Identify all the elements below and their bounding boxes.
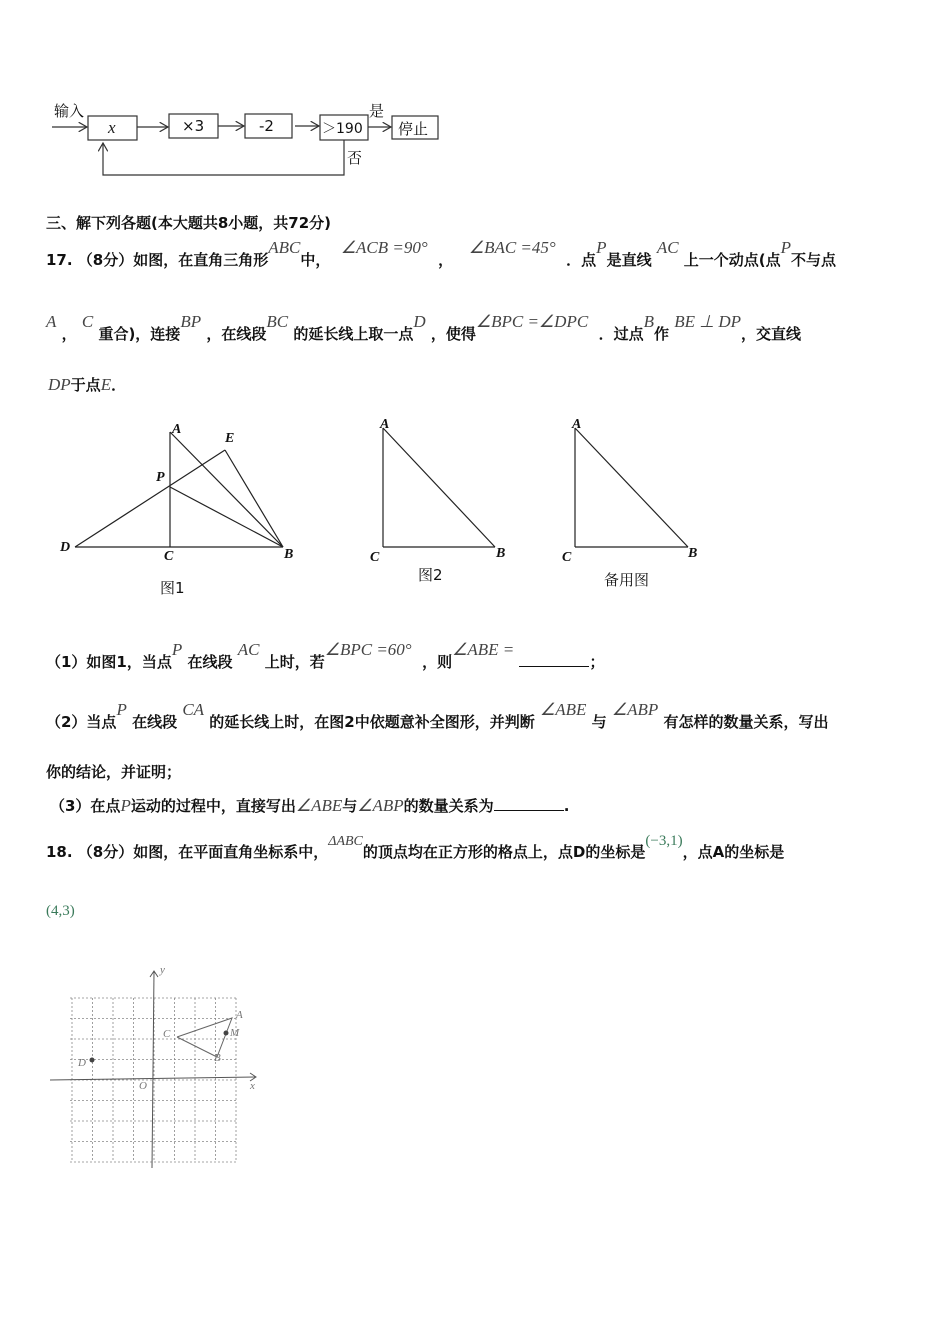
q17-text: 作: [654, 325, 670, 343]
q17-text: 的延长线上时，在图2中依题意补全图形，并判断: [209, 713, 535, 731]
q17-text: ；: [589, 653, 605, 671]
fig2-label-c: C: [370, 550, 380, 565]
q17-text: 上一个动点(点: [683, 251, 781, 269]
flow-box-times3: ×3: [182, 117, 205, 135]
q18-text: 的坐标是: [585, 843, 646, 861]
fig2-label-b: B: [496, 546, 506, 561]
math: ∠ABP: [357, 796, 404, 815]
q17-text: （1）如图1，当点: [46, 653, 172, 671]
fig3-caption: 备用图: [604, 571, 650, 589]
q17-text: （3）在点: [50, 797, 121, 815]
math: C: [81, 312, 94, 331]
q17-part2-cont: 你的结论，并证明；: [46, 763, 182, 781]
q17-text: 重合)，连接: [98, 325, 181, 343]
q17-text: ，在线段: [206, 325, 267, 343]
graph-label-d: D: [78, 1057, 86, 1069]
q17-text: ，交直线: [741, 325, 802, 343]
graph-x-label: x: [250, 1080, 255, 1092]
q17-text: 是直线: [606, 251, 652, 269]
math: AC: [237, 640, 260, 659]
q18-text: ，点: [682, 843, 713, 861]
q17-text: ，则: [422, 653, 453, 671]
math: ∠BAC =45°: [468, 238, 556, 257]
q17-text: ，: [61, 325, 77, 343]
q17-text: ．过点: [598, 325, 644, 343]
q17-text: ．点: [566, 251, 597, 269]
fig3-label-a: A: [572, 417, 582, 432]
q17-text: 不与点: [791, 251, 837, 269]
q17-text: 有怎样的数量关系，写出: [663, 713, 829, 731]
math: CA: [182, 700, 205, 719]
q17-text: 运动的过程中，直接写出: [130, 797, 296, 815]
fig1-label-a: A: [172, 422, 182, 437]
q17-text: 上时，若: [264, 653, 325, 671]
math: E: [100, 375, 112, 394]
flow-box-x: x: [108, 118, 116, 137]
q17-text: 中，: [300, 251, 331, 269]
math: BC: [266, 312, 289, 331]
graph-label-b: B: [214, 1052, 221, 1064]
fig1-label-c: C: [164, 549, 174, 564]
math: ∠ABE =: [452, 640, 515, 659]
math: ∠ABP: [611, 700, 659, 719]
graph-y-label: y: [160, 964, 165, 976]
math: DP: [48, 375, 71, 394]
fig1-label-e: E: [225, 431, 235, 446]
math: P: [596, 238, 607, 257]
flow-box-minus2: -2: [259, 117, 274, 135]
q17-text: 17. （8分）如图，在直角三角形: [46, 251, 269, 269]
fig1-label-d: D: [60, 540, 71, 555]
q18-text: A: [712, 843, 725, 861]
math: B: [643, 312, 655, 331]
math: ∠BPC =∠DPC: [475, 312, 589, 331]
math: P: [780, 238, 792, 257]
section-header: 三、解下列各题(本大题共8小题，共72分): [46, 214, 332, 232]
flow-box-gt190: ＞190: [322, 121, 363, 137]
q17-text: 的延长线上取一点: [293, 325, 414, 343]
q18-text: 的顶点均在正方形的格点上，点: [362, 843, 573, 861]
math: BE ⊥ DP: [674, 312, 742, 331]
fig3-label-b: B: [688, 546, 698, 561]
q17-text: .: [563, 797, 570, 815]
math: P: [171, 640, 183, 659]
math: AC: [656, 238, 679, 257]
graph-label-c: C: [163, 1028, 171, 1040]
math: ΔABC: [328, 834, 363, 849]
flow-yes-label: 是: [369, 102, 385, 120]
math: P: [120, 796, 131, 815]
q18-text: 的坐标是: [724, 843, 785, 861]
flow-box-stop: 停止: [398, 120, 429, 138]
q17-text: 的数量关系为: [403, 797, 494, 815]
graph-label-m: M: [230, 1027, 240, 1039]
fig3-label-c: C: [562, 550, 572, 565]
q17-text: 与: [591, 713, 607, 731]
q18-line2: (4,3): [46, 903, 75, 919]
q17-text: 与: [342, 797, 358, 815]
q18-text: D: [572, 843, 586, 861]
flow-no-label: 否: [347, 149, 363, 167]
math: BP: [180, 312, 202, 331]
fig2-caption: 图2: [418, 566, 443, 584]
math: ∠BPC =60°: [324, 640, 412, 659]
math: A: [46, 312, 57, 331]
q18-text: 18. （8分）如图，在平面直角坐标系中，: [46, 843, 329, 861]
math: ABC: [268, 238, 301, 257]
q17-text: （2）当点: [46, 713, 117, 731]
math: ∠ACB =90°: [340, 238, 428, 257]
math: (−3,1): [645, 833, 683, 849]
fig2-label-a: A: [380, 417, 390, 432]
fig1-label-b: B: [284, 547, 294, 562]
graph-origin-label: O: [139, 1080, 147, 1092]
q17-text: 在线段: [187, 653, 233, 671]
flow-input-label: 输入: [54, 102, 85, 120]
math: ∠ABE: [539, 700, 587, 719]
math: ∠ABE: [295, 796, 343, 815]
q17-text: ，: [438, 251, 454, 269]
math: P: [116, 700, 127, 719]
q17-text: 于点: [70, 376, 101, 394]
q17-text: ．: [111, 376, 127, 394]
math: D: [413, 312, 426, 331]
fig1-label-p: P: [156, 470, 165, 485]
q17-text: 在线段: [132, 713, 178, 731]
q17-text: ，使得: [430, 325, 476, 343]
fig1-caption: 图1: [160, 579, 185, 597]
graph-label-a: A: [236, 1009, 243, 1021]
